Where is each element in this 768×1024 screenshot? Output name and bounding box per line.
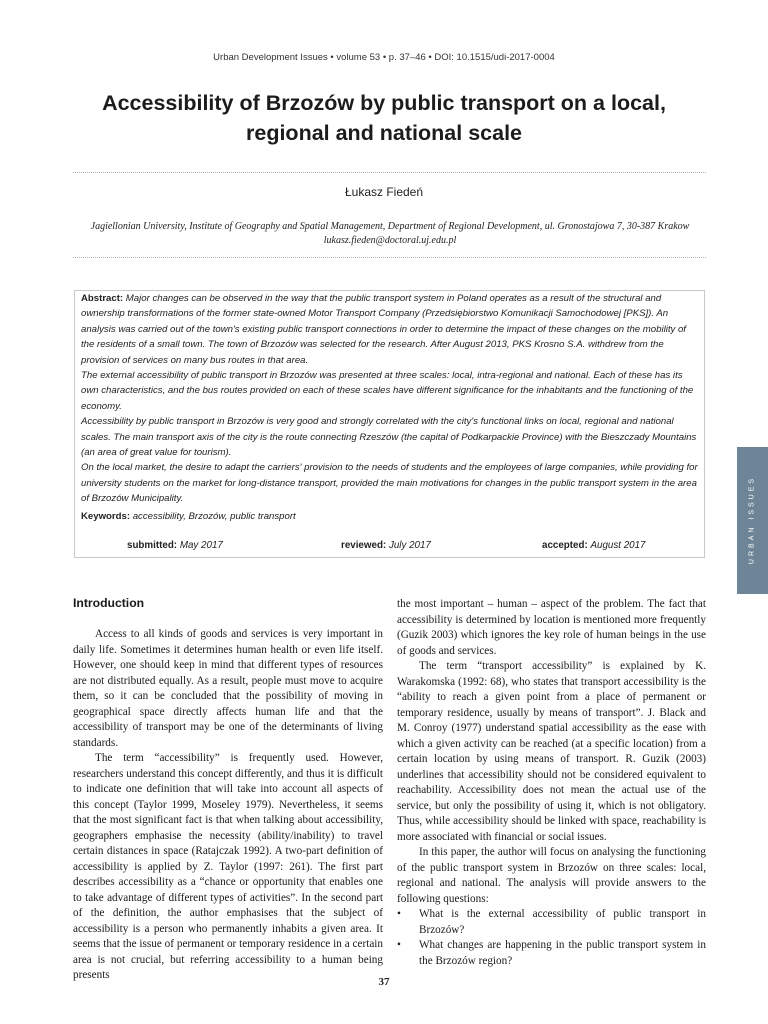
page-number: 37 xyxy=(378,976,390,988)
side-tab-label: URBAN ISSUES xyxy=(748,475,756,565)
divider xyxy=(73,172,706,173)
right-column xyxy=(397,597,706,969)
body-paragraph: In this paper, the author will focus on analysing the functioning of the public transport system in Brzozów on three scales: local, regional and national. The analysis will provide answers to the following questions: xyxy=(397,846,706,905)
reviewed-date xyxy=(341,540,431,551)
body-paragraph: Access to all kinds of goods and services is very important in daily life. Sometimes it determines human health or even life itself. However, one should keep in mind that different types of resources are not distributed equally. As a result, people must move to acquire them, so it can be concluded that the possibility of moving in geographical space directly affects human life and that the accessibility of transport may be one of the determinants of living standards. xyxy=(73,628,383,749)
abstract-paragraph xyxy=(81,291,701,368)
accepted-date xyxy=(542,540,646,551)
keywords xyxy=(81,511,701,522)
body-paragraph: The term “accessibility” is frequently used. However, researchers understand this concept differently, and thus it is difficult to indicate one definition that will take into account all aspects of this concept (Taylor 1999, Moseley 1979). Nevertheless, it seems that the most significant fact is that when talking about accessibility, geographers emphasise the necessity (ability/inability) to travel certain distances in space (Ratajczak 1992). A two-part definition of accessibility is applied by Z. Taylor (1997: 261). The first part describes accessibility as a “chance or opportunity that enables one to take advantage of different types of activities”. In the second part of the definition, the author emphasises that the subject of accessibility is a person who permanently inhabits a given area. It seems that the issue of permanent or temporary residence in a certain area is not crucial, but referring accessibility to a human being presents xyxy=(73,752,383,981)
submitted-date xyxy=(127,540,223,551)
reviewed-value: July 2017 xyxy=(388,540,431,551)
body-paragraph: the most important – human – aspect of the problem. The fact that accessibility is determined by location is mentioned more frequently (Guzik 2003) which ignores the key role of human beings in the use of goods and services. xyxy=(397,598,706,657)
body-paragraph: The term “transport accessibility” is explained by K. Warakomska (1992: 68), who states that transport accessibility is the “ability to reach a given point from a place of permanent or temporary residence, usually by means of transport”. J. Black and M. Conroy (1977) understand spatial accessibility as the ease with which a given activity can be reached (at a specific location) from a certain location by using means of transport. R. Guzik (2003) underlines that accessibility should not be considered equivalent to reachability. Accessibility does not mean the actual use of the service, but only the possibility of using it, which is not obligatory. Thus, while accessibility should be linked with space, reachability is more associated with financial or social issues. xyxy=(397,660,706,843)
article-title: Accessibility of Brzozów by public transport on a local, regional and national scale xyxy=(102,91,666,145)
running-header: Urban Development Issues • volume 53 • p. 37–46 • DOI: 10.1515/udi-2017-0004 xyxy=(213,52,555,63)
author-email: lukasz.fieden@doctoral.uj.edu.pl xyxy=(323,235,457,246)
section-heading: Introduction xyxy=(73,596,145,610)
bullet-icon: • xyxy=(397,939,401,951)
accepted-value: August 2017 xyxy=(590,540,646,551)
bullet-icon: • xyxy=(397,908,401,920)
abstract-paragraph: On the local market, the desire to adapt the carriers' provision to the needs of students and the employees of large companies, while providing for university students on the market for long-distance transport, provided the main motivations for changes in the public transport system in the area of Brzozów Municipality. xyxy=(81,462,698,505)
abstract-paragraph: The external accessibility of public transport in Brzozów was presented at three scales: local, intra-regional and national. Each of these has its own characteristics, and the bus routes provided on each of these scales have different significance for the inhabitants and the functioning of the economy. xyxy=(81,370,694,412)
affiliation-block xyxy=(70,220,710,248)
abstract-label: Abstract: xyxy=(81,293,124,304)
author-name: Łukasz Fiedeń xyxy=(344,185,424,199)
list-item-text: What changes are happening in the public transport system in the Brzozów region? xyxy=(419,939,706,967)
affiliation: Jagiellonian University, Institute of Geography and Spatial Management, Department of Regional Development, ul. Gronostajowa 7, 30-387 Krakow xyxy=(90,221,690,232)
abstract-text-1: Major changes can be observed in the way that the public transport system in Poland operates as a result of the structural and ownership transformations of the former state-owned Motor Transport Company (Przedsiębiorstwo Komunikacji Samochodowej [PKS]). An analysis was carried out of the town's existing public transport connections in order to determine the impact of these changes on the mobility of the residents of a small town. The town of Brzozów was selected for the research. After August 2013, PKS Krosno S.A. withdrew from the provision of services on many bus routes in that area. xyxy=(81,293,686,366)
divider xyxy=(73,257,706,258)
submitted-label: submitted: xyxy=(127,540,178,551)
keywords-label: Keywords: xyxy=(81,511,131,522)
keywords-list: accessibility, Brzozów, public transport xyxy=(132,511,296,522)
submitted-value: May 2017 xyxy=(179,540,223,551)
abstract-paragraph: Accessibility by public transport in Brzozów is very good and strongly correlated with the city's functional links on local, regional and national scales. The main transport axis of the city is the route connecting Rzeszów (the capital of Podkarpackie Province) with the Bieszczady Mountains (an area of great value for tourism). xyxy=(81,416,697,459)
list-item xyxy=(397,907,706,938)
question-list xyxy=(397,907,706,969)
list-item xyxy=(397,938,706,969)
list-item-text: What is the external accessibility of public transport in Brzozów? xyxy=(419,908,706,936)
left-column xyxy=(73,627,383,984)
reviewed-label: reviewed: xyxy=(341,540,387,551)
accepted-label: accepted: xyxy=(542,540,588,551)
abstract xyxy=(81,291,701,507)
